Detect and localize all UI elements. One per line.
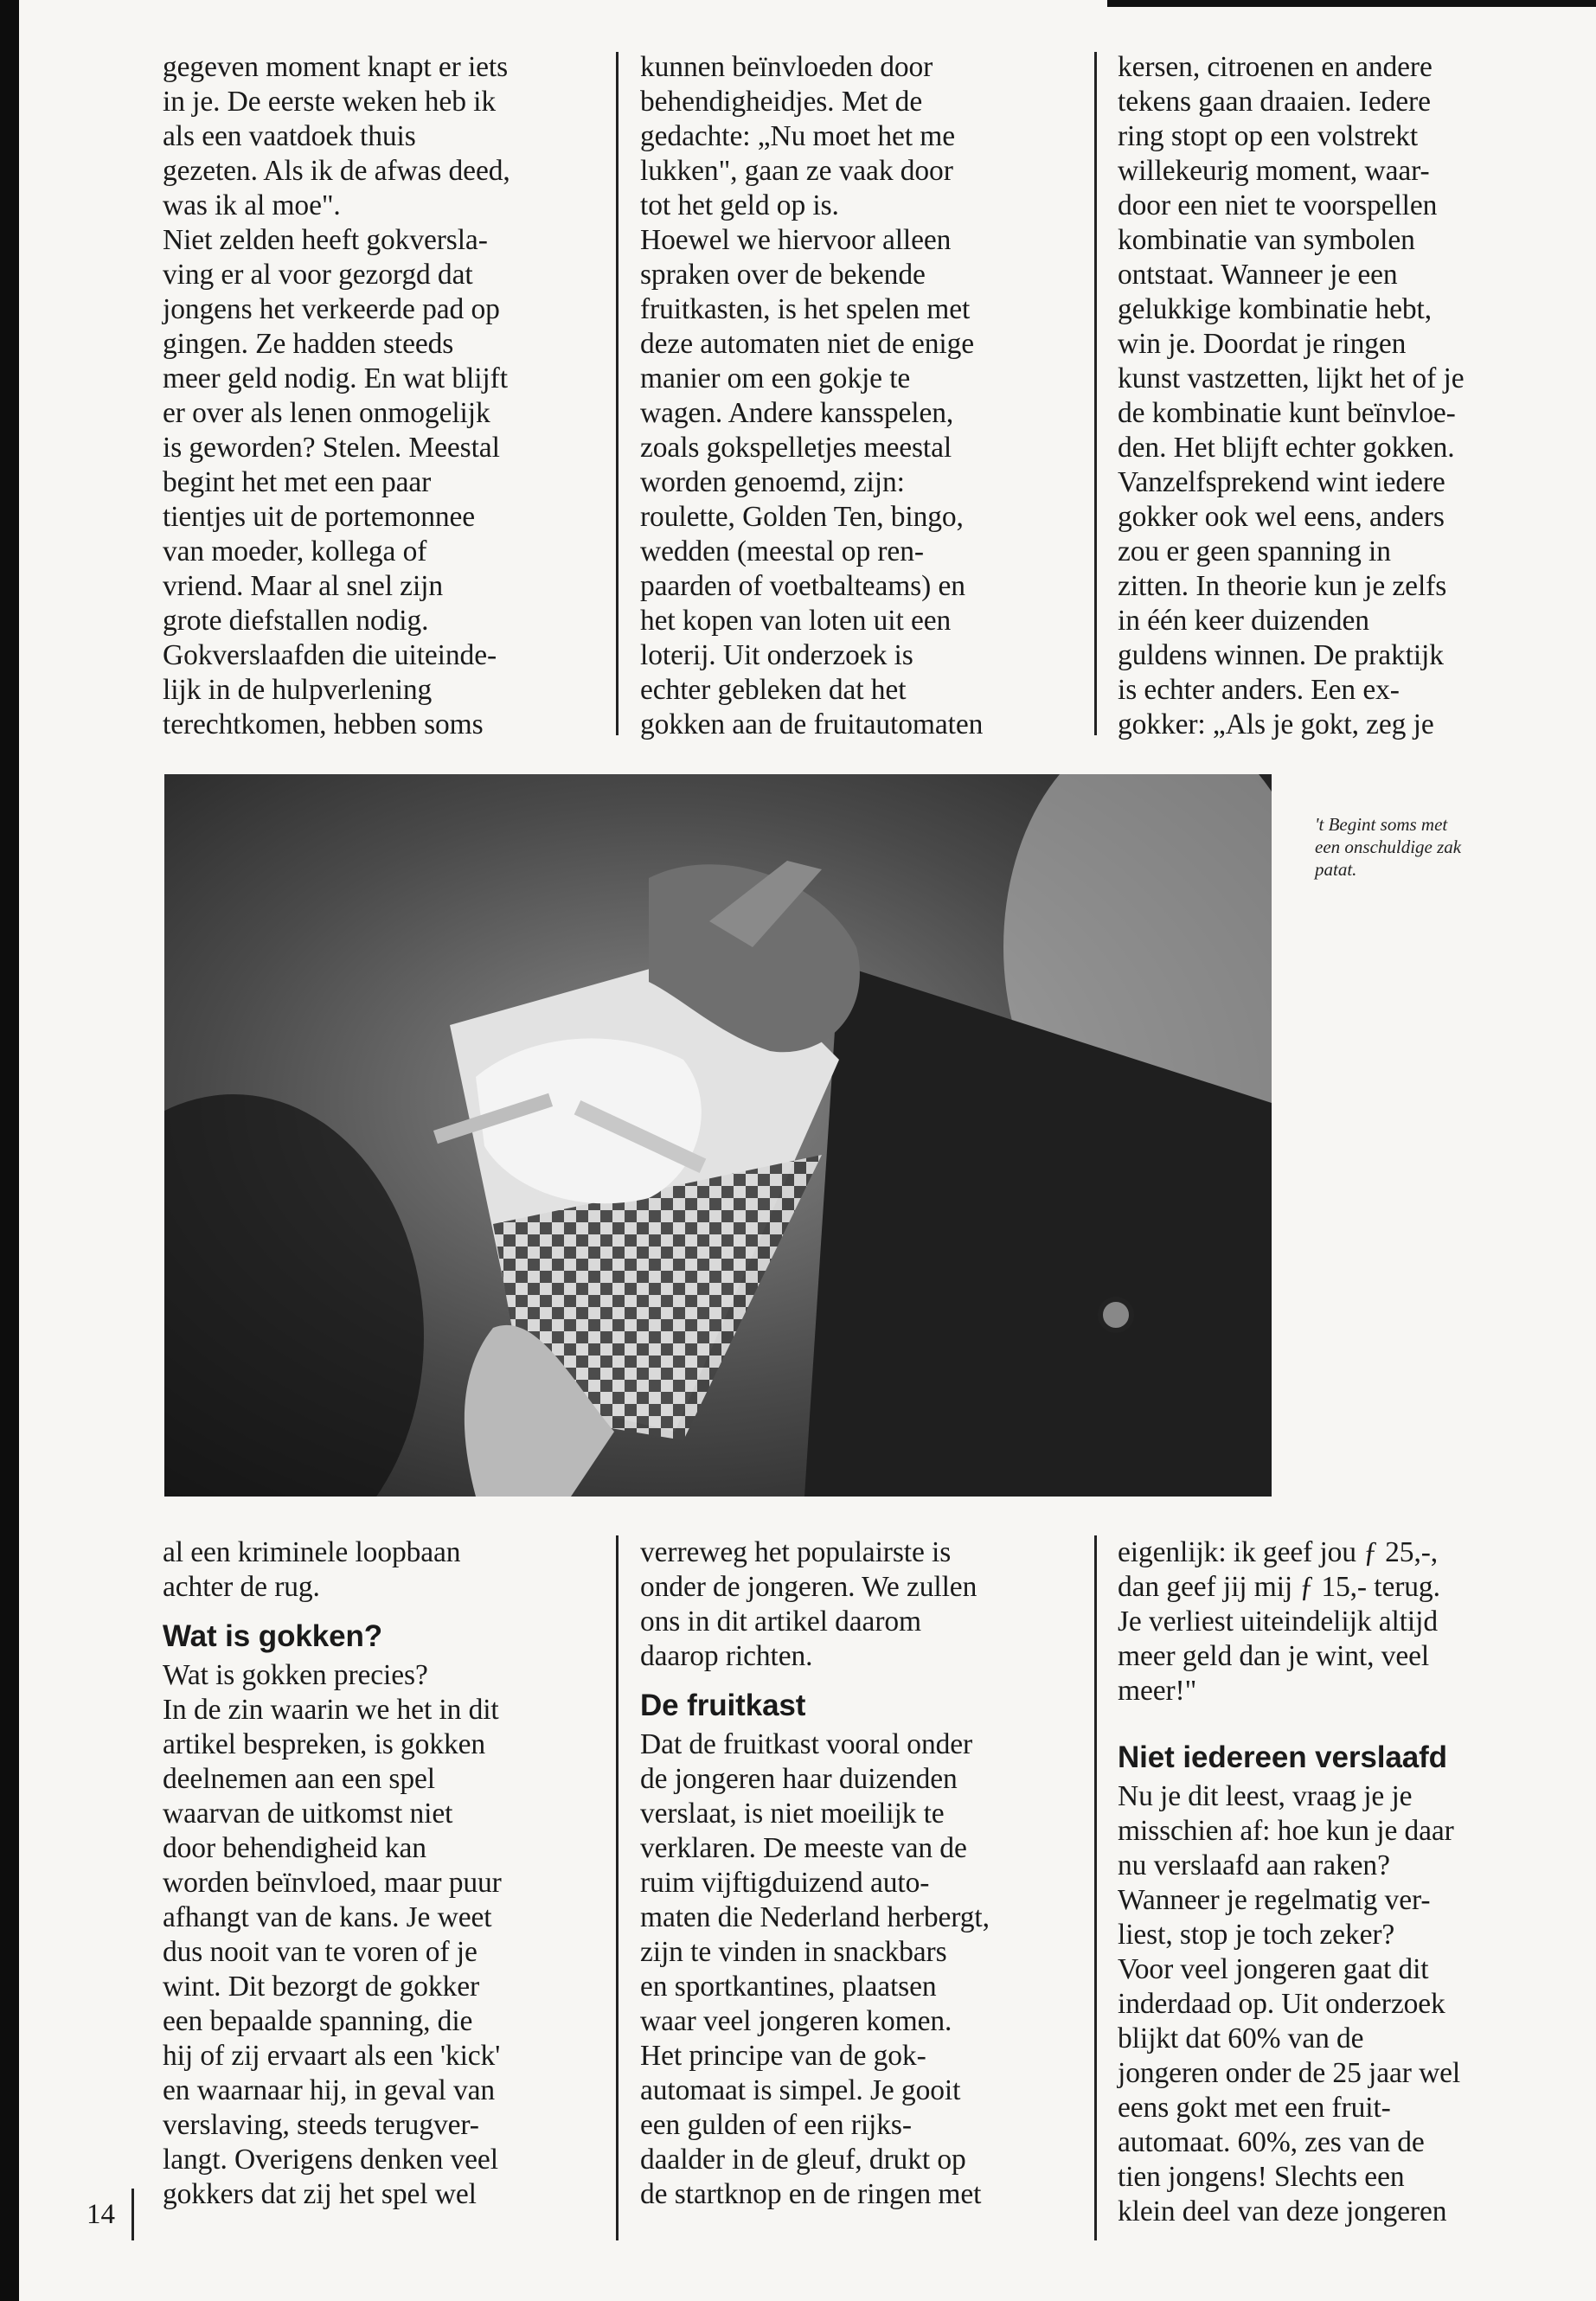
bottom-column-2 <box>640 1535 1081 2212</box>
paragraph: kunnen beïnvloeden door behendigheidjes. Met de gedachte: „Nu moet het me lukken", gaan ze vaak door tot het geld op is. Hoewel we hiervoor alleen spraken over de bekende fruitkasten, is het spelen met deze automaten niet de enige manier om een gokje te wagen. Andere kansspelen, zoals gokspelletjes meestal worden genoemd, zijn: roulette, Golden Ten, bingo, wedden (meestal op ren- paarden of voetbalteams) en het kopen van loten uit een loterij. Uit onderzoek is echter gebleken dat het gokken aan de fruitautomaten <box>640 51 984 740</box>
photo-illustration <box>164 774 1272 1497</box>
column-rule <box>1094 52 1097 735</box>
bottom-column-3 <box>1118 1535 1559 2229</box>
photo-caption: 't Begint soms met een onschuldige zak patat. <box>1315 814 1462 880</box>
paragraph: eigenlijk: ik geef jou ƒ 25,-, dan geef jij mij ƒ 15,- terug. Je verliest uiteindelijk altijd meer geld dan je wint, veel meer!" <box>1118 1536 1440 1707</box>
paragraph: Dat de fruitkast vooral onder de jongeren haar duizenden verslaat, is niet moeilijk te verklaren. De meeste van de ruim vijftigduizend auto- maten die Nederland herbergt, zijn te vinden in snackbars en sportkantines, plaatsen waar veel jongeren komen. Het principe van de gok- automaat is simpel. Je gooit een gulden of een rijks- daalder in de gleuf, drukt op de startknop en de ringen met <box>640 1728 990 2210</box>
section-heading: De fruitkast <box>640 1689 806 1722</box>
column-rule <box>616 1535 619 2240</box>
page-number-rule <box>131 2189 134 2240</box>
bottom-column-1 <box>163 1535 604 2212</box>
column-rule <box>1094 1535 1097 2240</box>
photo-fries-cone <box>164 774 1272 1497</box>
section-heading: Wat is gokken? <box>163 1619 383 1653</box>
paragraph: kersen, citroenen en andere tekens gaan draaien. Iedere ring stopt op een volstrekt willekeurig moment, waar- door een niet te voorspellen kombinatie van symbolen ontstaat. Wanneer je een gelukkige kombinatie hebt, win je. Doordat je ringen kunst vastzetten, lijkt het of je de kombinatie kunt beïnvloe- den. Het blijft echter gokken. Vanzelfsprekend wint iedere gokker ook wel eens, anders zou er geen spanning in zitten. In theorie kun je zelfs in één keer duizenden guldens winnen. De praktijk is echter anders. Een ex- gokker: „Als je gokt, zeg je <box>1118 51 1465 740</box>
section-heading: Niet iedereen verslaafd <box>1118 1740 1447 1774</box>
top-column-2 <box>640 50 1081 742</box>
page-edge <box>0 0 19 2301</box>
paragraph: al een kriminele loopbaan achter de rug. <box>163 1536 461 1603</box>
page-number: 14 <box>87 2199 115 2230</box>
paragraph: Wat is gokken precies? In de zin waarin we het in dit artikel bespreken, is gokken deelnemen aan een spel waarvan de uitkomst niet door behendigheid kan worden beïnvloed, maar puur afhangt van de kans. Je weet dus nooit van te voren of je wint. Dit bezorgt de gokker een bepaalde spanning, die hij of zij ervaart als een 'kick' en waarnaar hij, in geval van verslaving, steeds terugver- langt. Overigens denken veel gokkers dat zij het spel wel <box>163 1659 502 2210</box>
paragraph: Nu je dit leest, vraag je je misschien af: hoe kun je daar nu verslaafd aan raken? Wanneer je regelmatig ver- liest, stop je toch zeker? Voor veel jongeren gaat dit inderdaad op. Uit onderzoek blijkt dat 60% van de jongeren onder de 25 jaar wel eens gokt met een fruit- automaat. 60%, zes van de tien jongens! Slechts een klein deel van deze jongeren <box>1118 1780 1461 2227</box>
paragraph: verreweg het populairste is onder de jongeren. We zullen ons in dit artikel daarom daarop richten. <box>640 1536 977 1672</box>
paragraph: gegeven moment knapt er iets in je. De eerste weken heb ik als een vaatdoek thuis gezeten. Als ik de afwas deed, was ik al moe". Niet zelden heeft gokversla- ving er al voor gezorgd dat jongens het verkeerde pad op gingen. Ze hadden steeds meer geld nodig. En wat blijft er over als lenen onmogelijk is geworden? Stelen. Meestal begint het met een paar tientjes uit de portemonnee van moeder, kollega of vriend. Maar al snel zijn grote diefstallen nodig. Gokverslaafden die uiteinde- lijk in de hulpverlening terechtkomen, hebben soms <box>163 51 510 740</box>
top-column-3 <box>1118 50 1559 742</box>
top-column-1 <box>163 50 604 742</box>
page-edge-top <box>1107 0 1596 7</box>
column-rule <box>616 52 619 735</box>
